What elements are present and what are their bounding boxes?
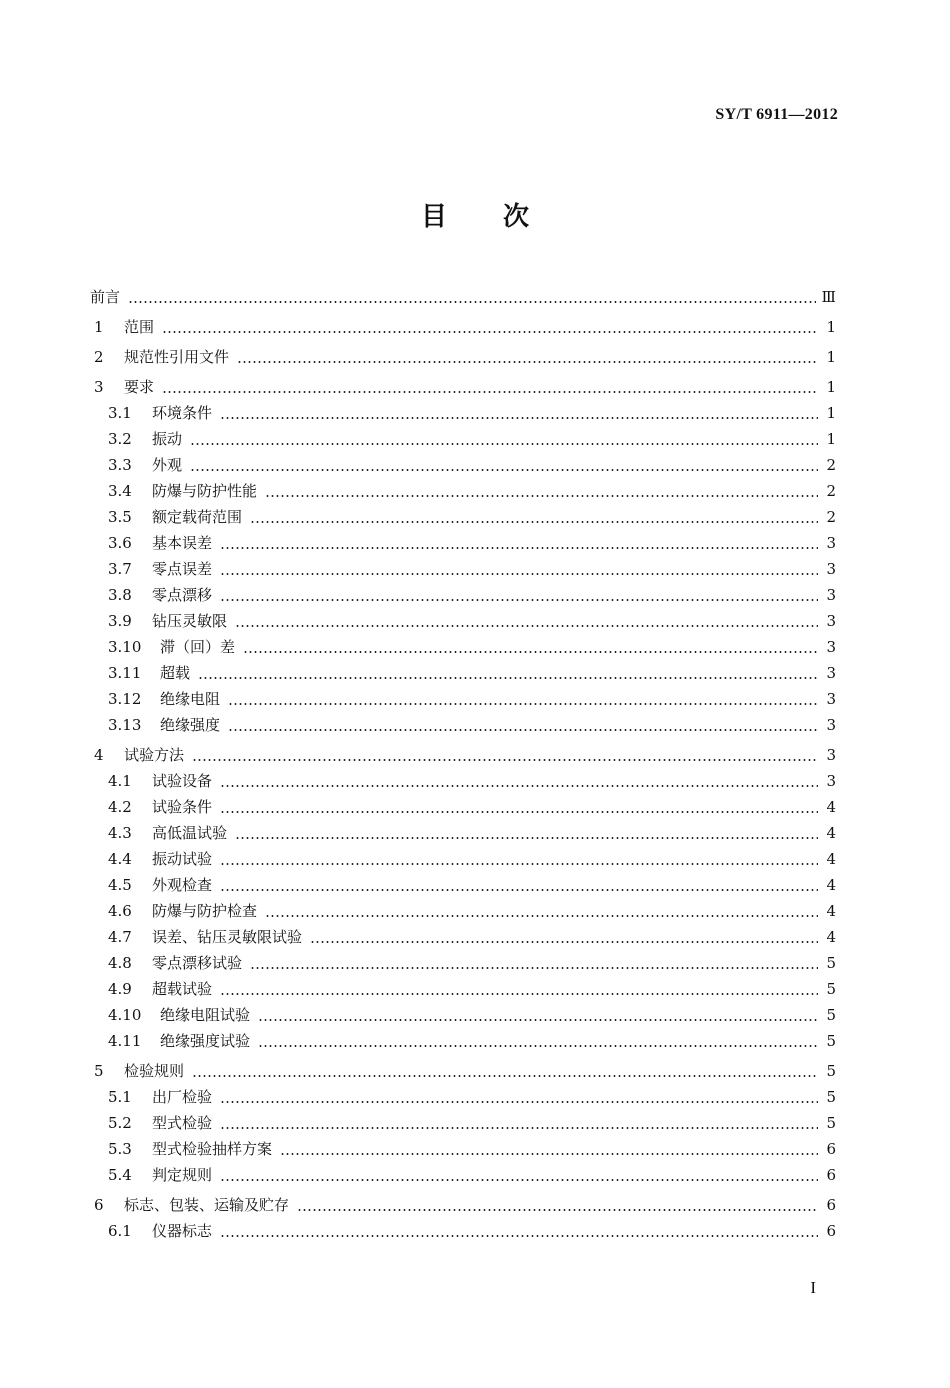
toc-entry[interactable] xyxy=(90,340,836,366)
toc-entry[interactable] xyxy=(90,396,836,422)
toc-entry-page: 1 xyxy=(826,378,836,396)
toc-entry-page: 6 xyxy=(826,1166,836,1184)
toc-entry-page: 2 xyxy=(826,456,836,474)
toc-entry-page: 4 xyxy=(826,902,836,920)
toc-entry-page: 3 xyxy=(826,612,836,630)
toc-entry-page: 2 xyxy=(826,482,836,500)
toc-entry-page: 5 xyxy=(826,1032,836,1050)
toc-leader-dots xyxy=(237,361,818,363)
toc-entry-label: 额定载荷范围 xyxy=(152,508,243,526)
toc-entry-label: 防爆与防护性能 xyxy=(152,482,258,500)
toc-entry-label: 零点漂移试验 xyxy=(152,954,243,972)
toc-entry[interactable] xyxy=(90,1054,836,1080)
toc-entry[interactable] xyxy=(90,1188,836,1214)
toc-entry-number: 3.1 xyxy=(108,404,132,422)
toc-entry-label: 零点漂移 xyxy=(152,586,213,604)
toc-entry-label: 检验规则 xyxy=(124,1062,185,1080)
toc-entry[interactable] xyxy=(90,448,836,474)
toc-leader-dots xyxy=(220,1127,818,1129)
toc-entry-number: 4.7 xyxy=(108,928,132,946)
toc-entry-number: 5 xyxy=(94,1062,104,1080)
standard-code: SY/T 6911—2012 xyxy=(715,106,838,123)
toc-entry-page: Ⅲ xyxy=(821,288,836,306)
toc-entry-label: 高低温试验 xyxy=(152,824,228,842)
toc-entry-number: 3.9 xyxy=(108,612,132,630)
table-of-contents xyxy=(90,280,836,1240)
toc-entry-label: 振动试验 xyxy=(152,850,213,868)
toc-entry[interactable] xyxy=(90,500,836,526)
toc-entry[interactable] xyxy=(90,998,836,1024)
toc-entry-number: 4.10 xyxy=(108,1006,142,1024)
toc-leader-dots xyxy=(220,889,818,891)
toc-entry-page: 3 xyxy=(826,746,836,764)
toc-entry-label: 绝缘强度 xyxy=(160,716,221,734)
toc-entry-label: 基本误差 xyxy=(152,534,213,552)
toc-entry[interactable] xyxy=(90,630,836,656)
toc-leader-dots xyxy=(198,677,818,679)
toc-entry[interactable] xyxy=(90,370,836,396)
toc-entry-number: 3.11 xyxy=(108,664,142,682)
toc-entry-page: 3 xyxy=(826,716,836,734)
toc-leader-dots xyxy=(162,391,818,393)
toc-entry-number: 5.4 xyxy=(108,1166,132,1184)
toc-leader-dots xyxy=(220,573,818,575)
toc-entry-number: 4.8 xyxy=(108,954,132,972)
toc-entry-label: 外观检查 xyxy=(152,876,213,894)
toc-leader-dots xyxy=(235,837,818,839)
toc-entry[interactable] xyxy=(90,1158,836,1184)
toc-leader-dots xyxy=(128,301,816,303)
toc-entry-label: 试验条件 xyxy=(152,798,213,816)
toc-entry-number: 3.5 xyxy=(108,508,132,526)
toc-entry-number: 3.8 xyxy=(108,586,132,604)
toc-entry-page: 4 xyxy=(826,876,836,894)
toc-entry-label: 规范性引用文件 xyxy=(124,348,230,366)
toc-entry-page: 5 xyxy=(826,954,836,972)
toc-leader-dots xyxy=(250,967,818,969)
toc-entry-number: 6.1 xyxy=(108,1222,132,1240)
toc-leader-dots xyxy=(280,1153,818,1155)
toc-entry-label: 绝缘电阻试验 xyxy=(160,1006,251,1024)
toc-entry-label: 绝缘电阻 xyxy=(160,690,221,708)
page-number: I xyxy=(810,1278,816,1297)
toc-entry-page: 1 xyxy=(826,430,836,448)
toc-entry-page: 2 xyxy=(826,508,836,526)
toc-entry-number: 3.7 xyxy=(108,560,132,578)
toc-entry-page: 3 xyxy=(826,534,836,552)
toc-leader-dots xyxy=(220,1101,818,1103)
toc-entry-page: 3 xyxy=(826,586,836,604)
toc-leader-dots xyxy=(265,915,818,917)
toc-leader-dots xyxy=(220,1179,818,1181)
toc-entry[interactable] xyxy=(90,920,836,946)
toc-entry[interactable] xyxy=(90,738,836,764)
toc-entry-label: 仪器标志 xyxy=(152,1222,213,1240)
toc-entry[interactable] xyxy=(90,842,836,868)
toc-leader-dots xyxy=(258,1019,818,1021)
toc-entry-page: 5 xyxy=(826,980,836,998)
toc-entry-number: 4.11 xyxy=(108,1032,142,1050)
toc-leader-dots xyxy=(220,1235,818,1237)
toc-leader-dots xyxy=(220,599,818,601)
toc-entry-number: 4.4 xyxy=(108,850,132,868)
toc-entry[interactable] xyxy=(90,816,836,842)
toc-leader-dots xyxy=(220,785,818,787)
toc-entry-page: 4 xyxy=(826,798,836,816)
toc-entry-page: 5 xyxy=(826,1088,836,1106)
toc-entry[interactable] xyxy=(90,946,836,972)
toc-leader-dots xyxy=(192,759,818,761)
toc-entry[interactable] xyxy=(90,552,836,578)
toc-entry-page: 1 xyxy=(826,318,836,336)
toc-leader-dots xyxy=(220,547,818,549)
toc-entry-label: 范围 xyxy=(124,318,155,336)
toc-entry-page: 3 xyxy=(826,664,836,682)
toc-entry-number: 3 xyxy=(94,378,104,396)
toc-entry-page: 3 xyxy=(826,772,836,790)
toc-entry-page: 4 xyxy=(826,928,836,946)
toc-leader-dots xyxy=(297,1209,818,1211)
toc-entry[interactable] xyxy=(90,526,836,552)
toc-entry-number: 3.13 xyxy=(108,716,142,734)
toc-entry[interactable] xyxy=(90,1106,836,1132)
toc-entry-label: 外观 xyxy=(152,456,183,474)
toc-entry-page: 1 xyxy=(826,348,836,366)
toc-entry-label: 超载 xyxy=(160,664,191,682)
toc-entry-label: 振动 xyxy=(152,430,183,448)
toc-entry-label: 环境条件 xyxy=(152,404,213,422)
toc-entry-page: 3 xyxy=(826,690,836,708)
toc-entry[interactable] xyxy=(90,682,836,708)
toc-entry-number: 1 xyxy=(94,318,104,336)
toc-entry[interactable] xyxy=(90,656,836,682)
toc-entry-label: 超载试验 xyxy=(152,980,213,998)
toc-leader-dots xyxy=(235,625,818,627)
toc-entry-page: 5 xyxy=(826,1062,836,1080)
toc-entry-label: 要求 xyxy=(124,378,155,396)
toc-entry[interactable] xyxy=(90,1214,836,1240)
toc-entry-number: 4.2 xyxy=(108,798,132,816)
toc-entry-page: 3 xyxy=(826,638,836,656)
toc-entry-number: 6 xyxy=(94,1196,104,1214)
toc-entry[interactable] xyxy=(90,310,836,336)
toc-entry-number: 4.9 xyxy=(108,980,132,998)
toc-entry-page: 6 xyxy=(826,1140,836,1158)
toc-entry-number: 4.3 xyxy=(108,824,132,842)
toc-entry[interactable] xyxy=(90,764,836,790)
toc-entry[interactable] xyxy=(90,790,836,816)
toc-entry-number: 4 xyxy=(94,746,104,764)
toc-entry[interactable] xyxy=(90,972,836,998)
toc-entry-number: 5.2 xyxy=(108,1114,132,1132)
toc-entry-label: 判定规则 xyxy=(152,1166,213,1184)
toc-entry-number: 2 xyxy=(94,348,104,366)
toc-entry-label: 误差、钻压灵敏限试验 xyxy=(152,928,303,946)
toc-entry[interactable] xyxy=(90,1132,836,1158)
toc-entry[interactable] xyxy=(90,280,836,306)
toc-entry-label: 绝缘强度试验 xyxy=(160,1032,251,1050)
toc-leader-dots xyxy=(220,993,818,995)
toc-entry-page: 4 xyxy=(826,824,836,842)
toc-leader-dots xyxy=(228,703,818,705)
toc-title-char-1: 目 xyxy=(420,202,447,232)
toc-entry-number: 4.6 xyxy=(108,902,132,920)
toc-title-char-2: 次 xyxy=(503,202,530,232)
toc-leader-dots xyxy=(220,417,818,419)
toc-entry-label: 型式检验抽样方案 xyxy=(152,1140,273,1158)
toc-leader-dots xyxy=(310,941,818,943)
toc-entry[interactable] xyxy=(90,1080,836,1106)
toc-entry-label: 滞（回）差 xyxy=(160,638,236,656)
toc-entry-number: 5.1 xyxy=(108,1088,132,1106)
toc-entry-label: 钻压灵敏限 xyxy=(152,612,228,630)
toc-leader-dots xyxy=(265,495,818,497)
toc-entry-page: 5 xyxy=(826,1114,836,1132)
toc-entry-number: 3.6 xyxy=(108,534,132,552)
toc-entry-number: 3.4 xyxy=(108,482,132,500)
toc-entry-page: 6 xyxy=(826,1222,836,1240)
toc-entry[interactable] xyxy=(90,894,836,920)
toc-entry[interactable] xyxy=(90,422,836,448)
toc-entry-label: 防爆与防护检查 xyxy=(152,902,258,920)
toc-entry-number: 3.10 xyxy=(108,638,142,656)
toc-entry-number: 3.3 xyxy=(108,456,132,474)
toc-entry[interactable] xyxy=(90,1024,836,1050)
toc-leader-dots xyxy=(228,729,818,731)
toc-entry[interactable] xyxy=(90,868,836,894)
toc-entry-label: 试验方法 xyxy=(124,746,185,764)
toc-entry-number: 4.1 xyxy=(108,772,132,790)
toc-entry-page: 4 xyxy=(826,850,836,868)
toc-entry-label: 标志、包装、运输及贮存 xyxy=(124,1196,290,1214)
toc-entry-page: 1 xyxy=(826,404,836,422)
toc-leader-dots xyxy=(258,1045,818,1047)
toc-entry[interactable] xyxy=(90,604,836,630)
toc-entry-number: 3.2 xyxy=(108,430,132,448)
toc-leader-dots xyxy=(192,1075,818,1077)
toc-entry-number: 5.3 xyxy=(108,1140,132,1158)
toc-entry[interactable] xyxy=(90,474,836,500)
toc-entry-label: 出厂检验 xyxy=(152,1088,213,1106)
toc-entry[interactable] xyxy=(90,578,836,604)
toc-title xyxy=(0,196,950,233)
toc-entry-number: 4.5 xyxy=(108,876,132,894)
toc-leader-dots xyxy=(162,331,818,333)
toc-leader-dots xyxy=(190,469,818,471)
toc-entry-page: 3 xyxy=(826,560,836,578)
toc-entry-page: 6 xyxy=(826,1196,836,1214)
toc-leader-dots xyxy=(220,863,818,865)
toc-entry-label: 型式检验 xyxy=(152,1114,213,1132)
toc-entry-label: 前言 xyxy=(90,288,121,306)
toc-leader-dots xyxy=(190,443,818,445)
toc-entry-page: 5 xyxy=(826,1006,836,1024)
toc-entry-label: 零点误差 xyxy=(152,560,213,578)
toc-entry-number: 3.12 xyxy=(108,690,142,708)
toc-entry-label: 试验设备 xyxy=(152,772,213,790)
toc-leader-dots xyxy=(243,651,818,653)
toc-entry[interactable] xyxy=(90,708,836,734)
toc-leader-dots xyxy=(220,811,818,813)
toc-leader-dots xyxy=(250,521,818,523)
